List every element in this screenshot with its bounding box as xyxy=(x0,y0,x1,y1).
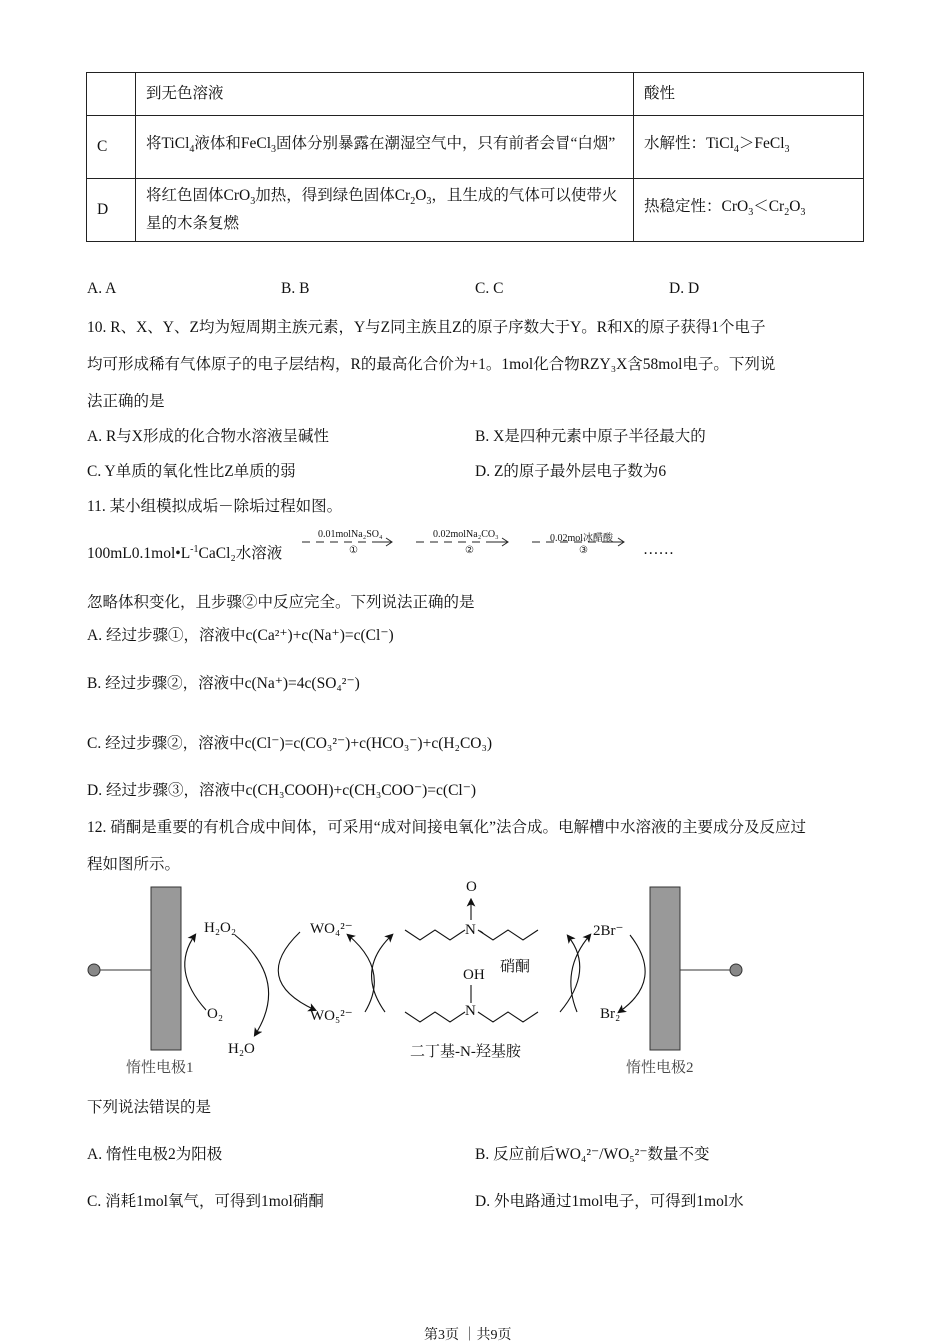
q11-start-solution: $100mL0.1mol•L^{-1}CaCl_2$水溶液 xyxy=(87,543,283,562)
row-label: C xyxy=(87,116,136,179)
q12-question: 下列说法错误的是 xyxy=(87,1099,212,1116)
label-br2: Br₂ xyxy=(600,1006,621,1022)
q12-stem-line: 12. 硝酮是重要的有机合成中间体，可采用“成对间接电氧化”法合成。电解槽中水溶液的主要成分及反应过 xyxy=(87,819,807,836)
experiment-cell: 将TiCl$_4$液体和FeCl$_3$固体分别暴露在潮湿空气中，只有前者会冒“白烟” xyxy=(136,116,634,179)
label-n-amine: N xyxy=(465,1003,476,1019)
reaction-cycle-arrows xyxy=(185,900,645,1035)
q9-option-c: C. C xyxy=(475,280,504,297)
label-o2: O₂ xyxy=(207,1006,224,1022)
q12-option-a: A. 惰性电极2为阳极 xyxy=(87,1146,223,1163)
q11-stem: 11. 某小组模拟成垢－除垢过程如图。 xyxy=(87,498,343,515)
row-label: D xyxy=(87,179,136,242)
q10-stem-line: 均可形成稀有气体原子的电子层结构，R的最高化合价为+1。1mol化合物RZY₃X含58mol电子。下列说 xyxy=(87,356,776,373)
q10-option-d: D. Z的原子最外层电子数为6 xyxy=(475,463,667,480)
q12-stem-line: 程如图所示。 xyxy=(87,856,181,873)
page-footer: 第3页 ｜共9页 xyxy=(424,1328,512,1343)
label-o: O xyxy=(466,879,477,895)
q12-option-c: C. 消耗1mol氧气，可得到1mol硝酮 xyxy=(87,1193,324,1210)
q11-option-a: A. 经过步骤①，溶液中c(Ca²⁺)+c(Na⁺)=c(Cl⁻) xyxy=(87,627,394,644)
q12-option-b: B. 反应前后WO₄²⁻/WO₅²⁻数量不变 xyxy=(475,1146,710,1163)
electrode-1 xyxy=(88,887,181,1050)
q10-stem-line: 10. R、X、Y、Z均为短周期主族元素，Y与Z同主族且Z的原子序数大于Y。R和X的原子获得1个电子 xyxy=(87,319,766,336)
q9-option-b: B. B xyxy=(281,280,310,297)
exam-page: 到无色溶液 酸性 C 将TiCl$_4$液体和FeCl$_3$固体分别暴露在潮湿空气中，只有前者会冒“白烟” 水解性：TiCl$_4$＞FeCl$_3$ D 将红色固体CrO$_3$加热，得到绿色固体$Cr_2O_3$，且生成的气体可以使带火星的木条复燃 热稳定性：$CrO_3<Cr_2O_3$ A. A B. B C. C D. D 10. R、X、Y、Z均为短周期主族元素，Y与Z同主族且Z的原子序数大于Y。R和X的原子获得1个电子 均可形成稀有气体原子的电子层结构，R的最高化合价为+1。1mol化合物RZY₃X含58mol电子。下列说 法正确的是 A. R与X形成的化合物水溶液呈碱性 B. X是四种元素中原子半径最大的 C. Y单质的氧化性比Z单质的弱 D. Z的原子最外层电子数为6 11. 某小组模拟成垢－除垢过程如图。 $100mL0.1mol•L^{-1}CaCl_2$水溶液 0.01molNa₂SO₄ ① 0.02molNa₂CO₃ ② 0.02mol冰醋酸 ③ …… 忽略体积变化，且步骤②中反应完全。下列说法正确的是 A. 经过步骤①，溶液中c(Ca²⁺)+c(Na⁺)=c(Cl⁻) B. 经过步骤②，溶液中c(Na⁺)=4c(SO₄²⁻) C. 经过步骤②，溶液中c(Cl⁻)=c(CO₃²⁻)+c(HCO₃⁻)+c(H₂CO₃) D. 经过步骤③，溶液中c(CH₃COOH)+c(CH₃COO⁻)=c(Cl⁻) 12. 硝酮是重要的有机合成中间体，可采用“成对间接电氧化”法合成。电解槽中水溶液的主要成分及反应过 程如图所示。 H₂O₂ O₂ H₂O WO₄²⁻ WO₅²⁻ O N 硝酮 OH N 二丁基-N-羟基胺 2Br⁻ Br₂ 惰性电极1 惰性电极2 下列说法错误的是 A. 惰性电极2为阳极 B. 反应前后WO₄²⁻/WO₅²⁻数量不变 C. 消耗1mol氧气，可得到1mol硝酮 D. 外电路通过1mol电子，可得到1mol水 第3页 ｜共9页 xyxy=(0,0,950,1344)
q11-option-d: D. 经过步骤③，溶液中c(CH₃COOH)+c(CH₃COO⁻)=c(Cl⁻) xyxy=(87,782,477,799)
label-wo5: WO₅²⁻ xyxy=(310,1008,353,1024)
q9-option-d: D. D xyxy=(669,280,700,297)
q10-option-b: B. X是四种元素中原子半径最大的 xyxy=(475,428,706,445)
q10-option-a: A. R与X形成的化合物水溶液呈碱性 xyxy=(87,428,329,445)
q10-stem-line: 法正确的是 xyxy=(87,393,165,410)
experiment-cell: 到无色溶液 xyxy=(136,73,634,116)
q12-option-d: D. 外电路通过1mol电子，可得到1mol水 xyxy=(475,1193,744,1210)
q10-option-c: C. Y单质的氧化性比Z单质的弱 xyxy=(87,463,296,480)
label-electrode-2: 惰性电极2 xyxy=(626,1060,694,1076)
ellipsis: …… xyxy=(643,541,674,558)
label-wo4: WO₄²⁻ xyxy=(310,921,353,937)
label-amine: 二丁基-N-羟基胺 xyxy=(410,1044,521,1060)
experiment-cell: 将红色固体CrO$_3$加热，得到绿色固体$Cr_2O_3$，且生成的气体可以使带火星的木条复燃 xyxy=(136,179,634,242)
q11-option-c: C. 经过步骤②，溶液中c(Cl⁻)=c(CO₃²⁻)+c(HCO₃⁻)+c(H₂CO₃) xyxy=(87,735,493,752)
conclusion-cell: 水解性：TiCl$_4$＞FeCl$_3$ xyxy=(634,116,864,179)
conclusion-cell: 酸性 xyxy=(634,73,864,116)
label-h2o: H₂O xyxy=(228,1041,255,1057)
label-oh: OH xyxy=(463,967,485,983)
label-br: 2Br⁻ xyxy=(593,923,624,939)
label-n-nitrone: N xyxy=(465,922,476,938)
q11-note: 忽略体积变化，且步骤②中反应完全。下列说法正确的是 xyxy=(87,594,475,611)
label-electrode-1: 惰性电极1 xyxy=(126,1060,194,1076)
label-h2o2: H₂O₂ xyxy=(204,920,237,936)
electrode-2 xyxy=(650,887,742,1050)
label-nitrone: 硝酮 xyxy=(500,959,531,975)
q11-option-b: B. 经过步骤②，溶液中c(Na⁺)=4c(SO₄²⁻) xyxy=(87,675,360,692)
conclusion-cell: 热稳定性：$CrO_3<Cr_2O_3$ xyxy=(634,179,864,242)
q9-option-a: A. A xyxy=(87,280,117,297)
